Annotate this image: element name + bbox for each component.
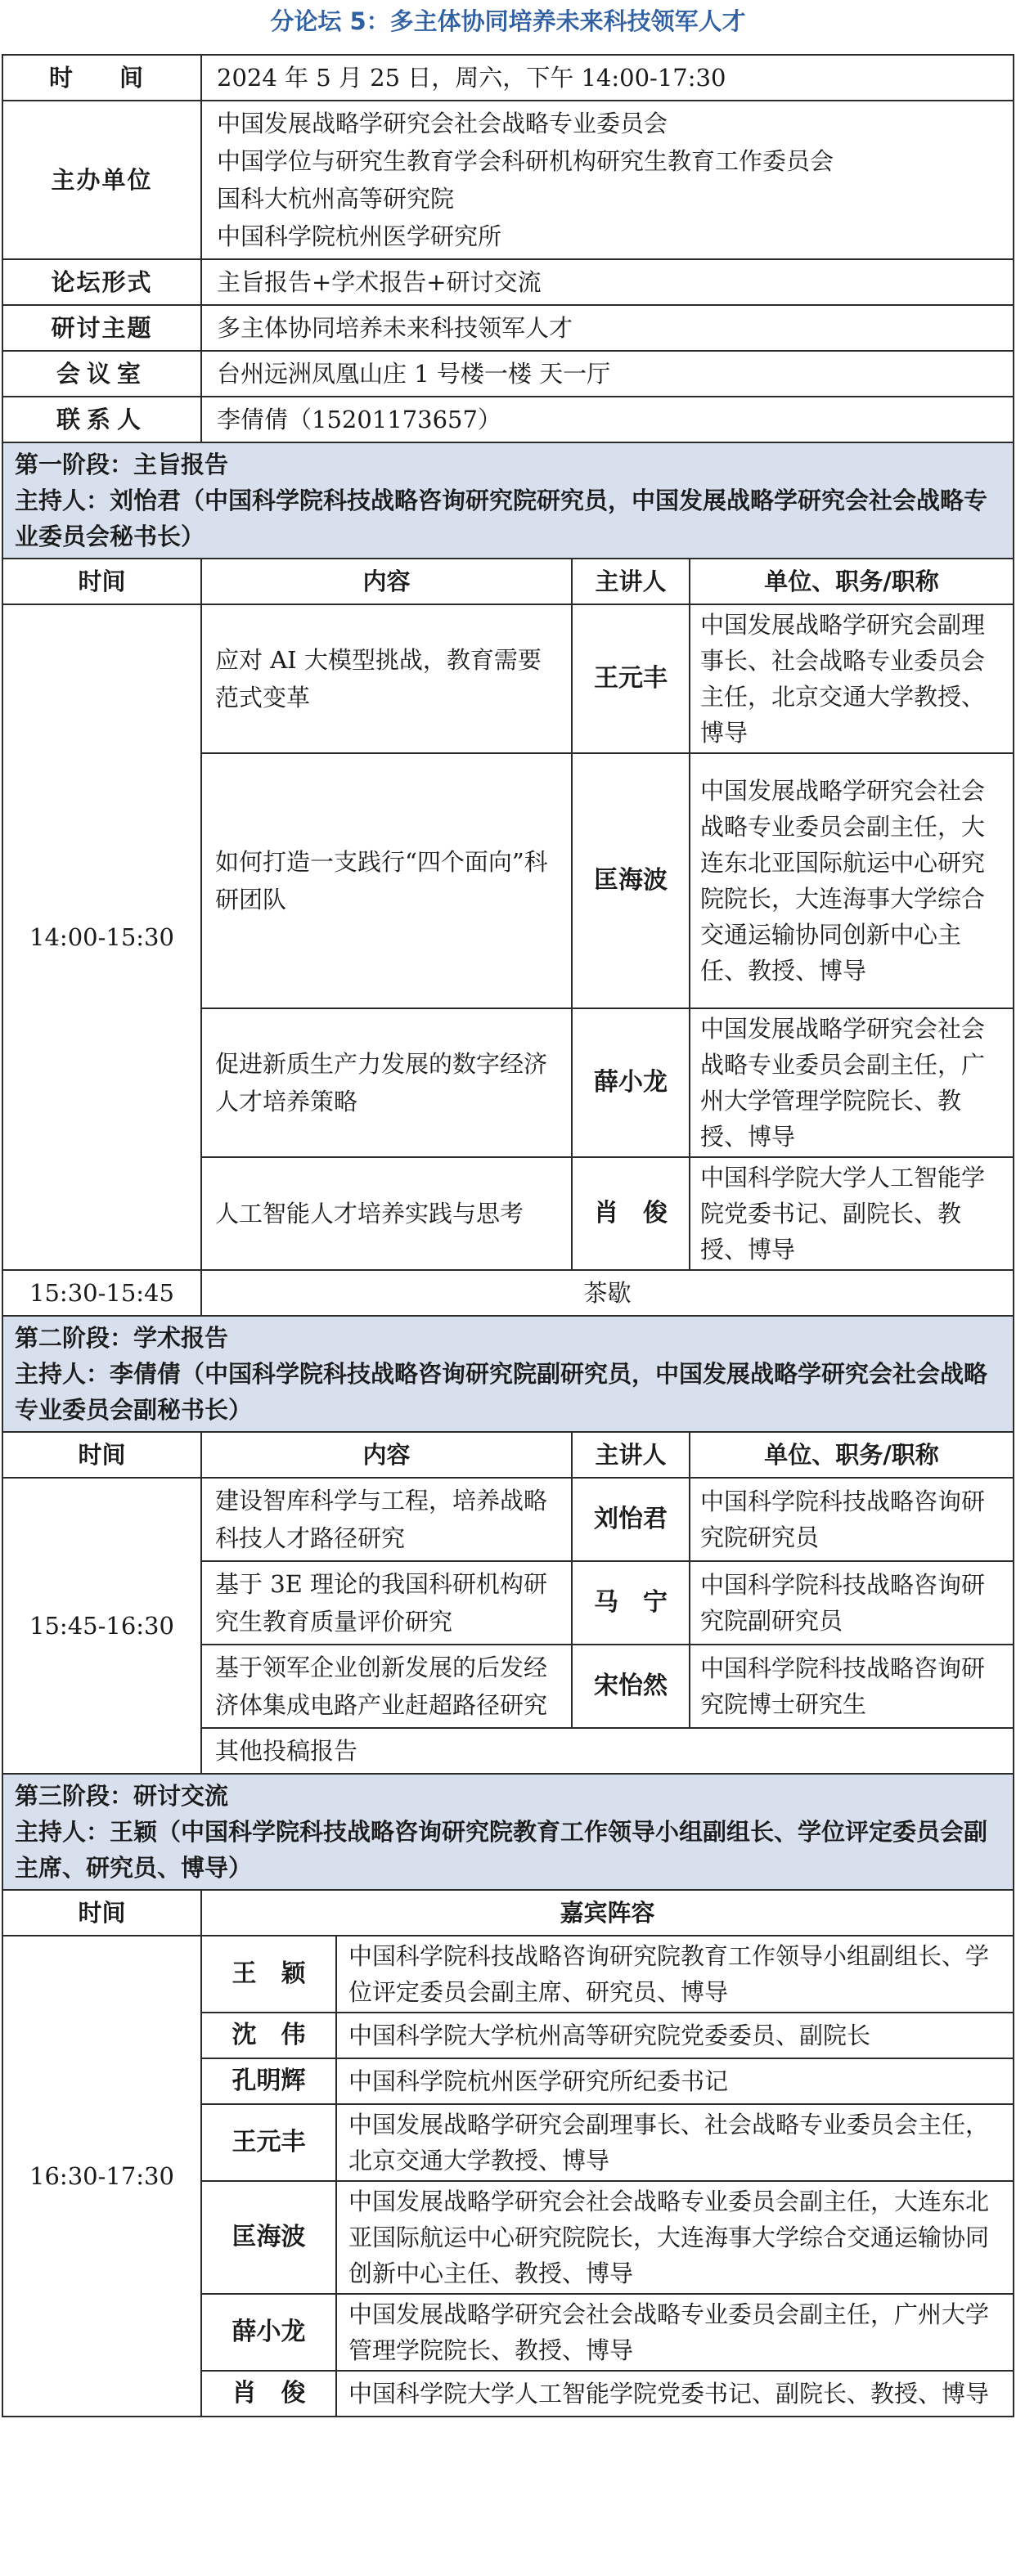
col-header-content: 内容 — [201, 1432, 572, 1478]
speaker-name: 匡海波 — [572, 753, 690, 1008]
guest-name: 王元丰 — [201, 2104, 336, 2181]
col-header-time: 时间 — [2, 1432, 201, 1478]
col-header-time: 时间 — [2, 1890, 201, 1936]
session-time: 14:00-15:30 — [2, 604, 201, 1270]
guest-name: 孔明辉 — [201, 2058, 336, 2104]
info-row-theme — [2, 305, 1014, 351]
talk-title: 建设智库科学与工程，培养战略科技人才路径研究 — [201, 1478, 572, 1561]
info-label: 时 间 — [2, 55, 201, 101]
break-row — [2, 1270, 1014, 1316]
guest-affiliation: 中国科学院大学杭州高等研究院党委委员、副院长 — [336, 2013, 1014, 2058]
speaker-affiliation: 中国科学院科技战略咨询研究院博士研究生 — [690, 1645, 1014, 1728]
info-label: 会议室 — [2, 351, 201, 397]
guest-name: 沈 伟 — [201, 2013, 336, 2058]
guest-name: 肖 俊 — [201, 2371, 336, 2417]
table-row — [2, 1478, 1014, 1561]
guest-affiliation: 中国科学院大学人工智能学院党委书记、副院长、教授、博导 — [336, 2371, 1014, 2417]
col-header-speaker: 主讲人 — [572, 559, 690, 604]
speaker-affiliation: 中国科学院科技战略咨询研究院副研究员 — [690, 1561, 1014, 1645]
guest-affiliation: 中国科学院杭州医学研究所纪委书记 — [336, 2058, 1014, 2104]
stage-3-title: 第三阶段：研讨交流 — [15, 1782, 229, 1810]
stage-1-host: 主持人：刘怡君（中国科学院科技战略咨询研究院研究员，中国发展战略学研究会社会战略专业委员会秘书长） — [15, 487, 988, 550]
talk-title: 基于领军企业创新发展的后发经济体集成电路产业赶超路径研究 — [201, 1645, 572, 1728]
guest-affiliation: 中国科学院科技战略咨询研究院教育工作领导小组副组长、学位评定委员会副主席、研究员、博导 — [336, 1936, 1014, 2013]
info-value: 台州远洲凤凰山庄 1 号楼一楼 天一厅 — [201, 351, 1014, 397]
col-header-guests: 嘉宾阵容 — [201, 1890, 1014, 1936]
speaker-name: 王元丰 — [572, 604, 690, 753]
talk-title: 如何打造一支践行“四个面向”科研团队 — [201, 753, 572, 1008]
talk-title: 促进新质生产力发展的数字经济人才培养策略 — [201, 1008, 572, 1157]
talk-title: 应对 AI 大模型挑战，教育需要范式变革 — [201, 604, 572, 753]
agenda-sheet — [2, 54, 1013, 2417]
break-label: 茶歇 — [201, 1270, 1014, 1316]
stage-2-header — [2, 1316, 1014, 1432]
table-row — [2, 604, 1014, 753]
stage-3-table — [2, 1773, 1014, 2417]
stage-2-host: 主持人：李倩倩（中国科学院科技战略咨询研究院副研究员，中国发展战略学研究会社会战略专业委员会副秘书长） — [15, 1360, 988, 1424]
break-time: 15:30-15:45 — [2, 1270, 201, 1316]
info-label: 研讨主题 — [2, 305, 201, 351]
talk-title: 人工智能人才培养实践与思考 — [201, 1157, 572, 1270]
other-reports: 其他投稿报告 — [201, 1728, 1014, 1774]
info-label: 论坛形式 — [2, 259, 201, 305]
col-header-time: 时间 — [2, 559, 201, 604]
speaker-affiliation: 中国科学院大学人工智能学院党委书记、副院长、教授、博导 — [690, 1157, 1014, 1270]
agenda-table — [2, 54, 1014, 1775]
speaker-name: 薛小龙 — [572, 1008, 690, 1157]
stage-1-banner — [2, 442, 1014, 559]
speaker-name: 宋怡然 — [572, 1645, 690, 1728]
stage-3-host: 主持人：王颖（中国科学院科技战略咨询研究院教育工作领导小组副组长、学位评定委员会副主席、研究员、博导） — [15, 1818, 988, 1882]
speaker-affiliation: 中国发展战略学研究会社会战略专业委员会副主任，广州大学管理学院院长、教授、博导 — [690, 1008, 1014, 1157]
guest-affiliation: 中国发展战略学研究会副理事长、社会战略专业委员会主任，北京交通大学教授、博导 — [336, 2104, 1014, 2181]
info-row-venue — [2, 351, 1014, 397]
info-row-contact — [2, 397, 1014, 442]
guest-name: 薛小龙 — [201, 2294, 336, 2371]
info-row-format — [2, 259, 1014, 305]
speaker-affiliation: 中国发展战略学研究会副理事长、社会战略专业委员会主任，北京交通大学教授、博导 — [690, 604, 1014, 753]
info-label: 联系人 — [2, 397, 201, 442]
col-header-speaker: 主讲人 — [572, 1432, 690, 1478]
speaker-name: 肖 俊 — [572, 1157, 690, 1270]
stage-2-title: 第二阶段：学术报告 — [15, 1324, 229, 1352]
speaker-name: 刘怡君 — [572, 1478, 690, 1561]
stage-3-column-headers — [2, 1890, 1014, 1936]
stage-2-banner — [2, 1316, 1014, 1432]
guest-affiliation: 中国发展战略学研究会社会战略专业委员会副主任，大连东北亚国际航运中心研究院院长，大连海事大学综合交通运输协同创新中心主任、教授、博导 — [336, 2181, 1014, 2294]
page-title: 分论坛 5：多主体协同培养未来科技领军人才 — [270, 7, 746, 35]
info-value: 2024 年 5 月 25 日，周六，下午 14:00-17:30 — [201, 55, 1014, 101]
talk-title: 基于 3E 理论的我国科研机构研究生教育质量评价研究 — [201, 1561, 572, 1645]
stage-1-column-headers — [2, 559, 1014, 604]
session-time: 15:45-16:30 — [2, 1478, 201, 1774]
info-value: 中国发展战略学研究会社会战略专业委员会 中国学位与研究生教育学会科研机构研究生教育工作委员会 国科大杭州高等研究院 中国科学院杭州医学研究所 — [201, 101, 1014, 259]
info-row-time — [2, 55, 1014, 101]
guest-affiliation: 中国发展战略学研究会社会战略专业委员会副主任，广州大学管理学院院长、教授、博导 — [336, 2294, 1014, 2371]
info-value: 李倩倩（15201173657） — [201, 397, 1014, 442]
session-time: 16:30-17:30 — [2, 1936, 201, 2417]
col-header-org: 单位、职务/职称 — [690, 559, 1014, 604]
guest-name: 王 颖 — [201, 1936, 336, 2013]
guest-name: 匡海波 — [201, 2181, 336, 2294]
stage-1-title: 第一阶段：主旨报告 — [15, 451, 229, 478]
info-label: 主办单位 — [2, 101, 201, 259]
info-value: 主旨报告+学术报告+研讨交流 — [201, 259, 1014, 305]
speaker-name: 马 宁 — [572, 1561, 690, 1645]
stage-2-column-headers — [2, 1432, 1014, 1478]
stage-3-header — [2, 1774, 1014, 1890]
info-row-organizers — [2, 101, 1014, 259]
col-header-org: 单位、职务/职称 — [690, 1432, 1014, 1478]
table-row — [2, 1936, 1014, 2013]
speaker-affiliation: 中国科学院科技战略咨询研究院研究员 — [690, 1478, 1014, 1561]
info-value: 多主体协同培养未来科技领军人才 — [201, 305, 1014, 351]
stage-3-banner — [2, 1774, 1014, 1890]
speaker-affiliation: 中国发展战略学研究会社会战略专业委员会副主任，大连东北亚国际航运中心研究院院长，大连海事大学综合交通运输协同创新中心主任、教授、博导 — [690, 753, 1014, 1008]
stage-1-header — [2, 442, 1014, 559]
col-header-content: 内容 — [201, 559, 572, 604]
